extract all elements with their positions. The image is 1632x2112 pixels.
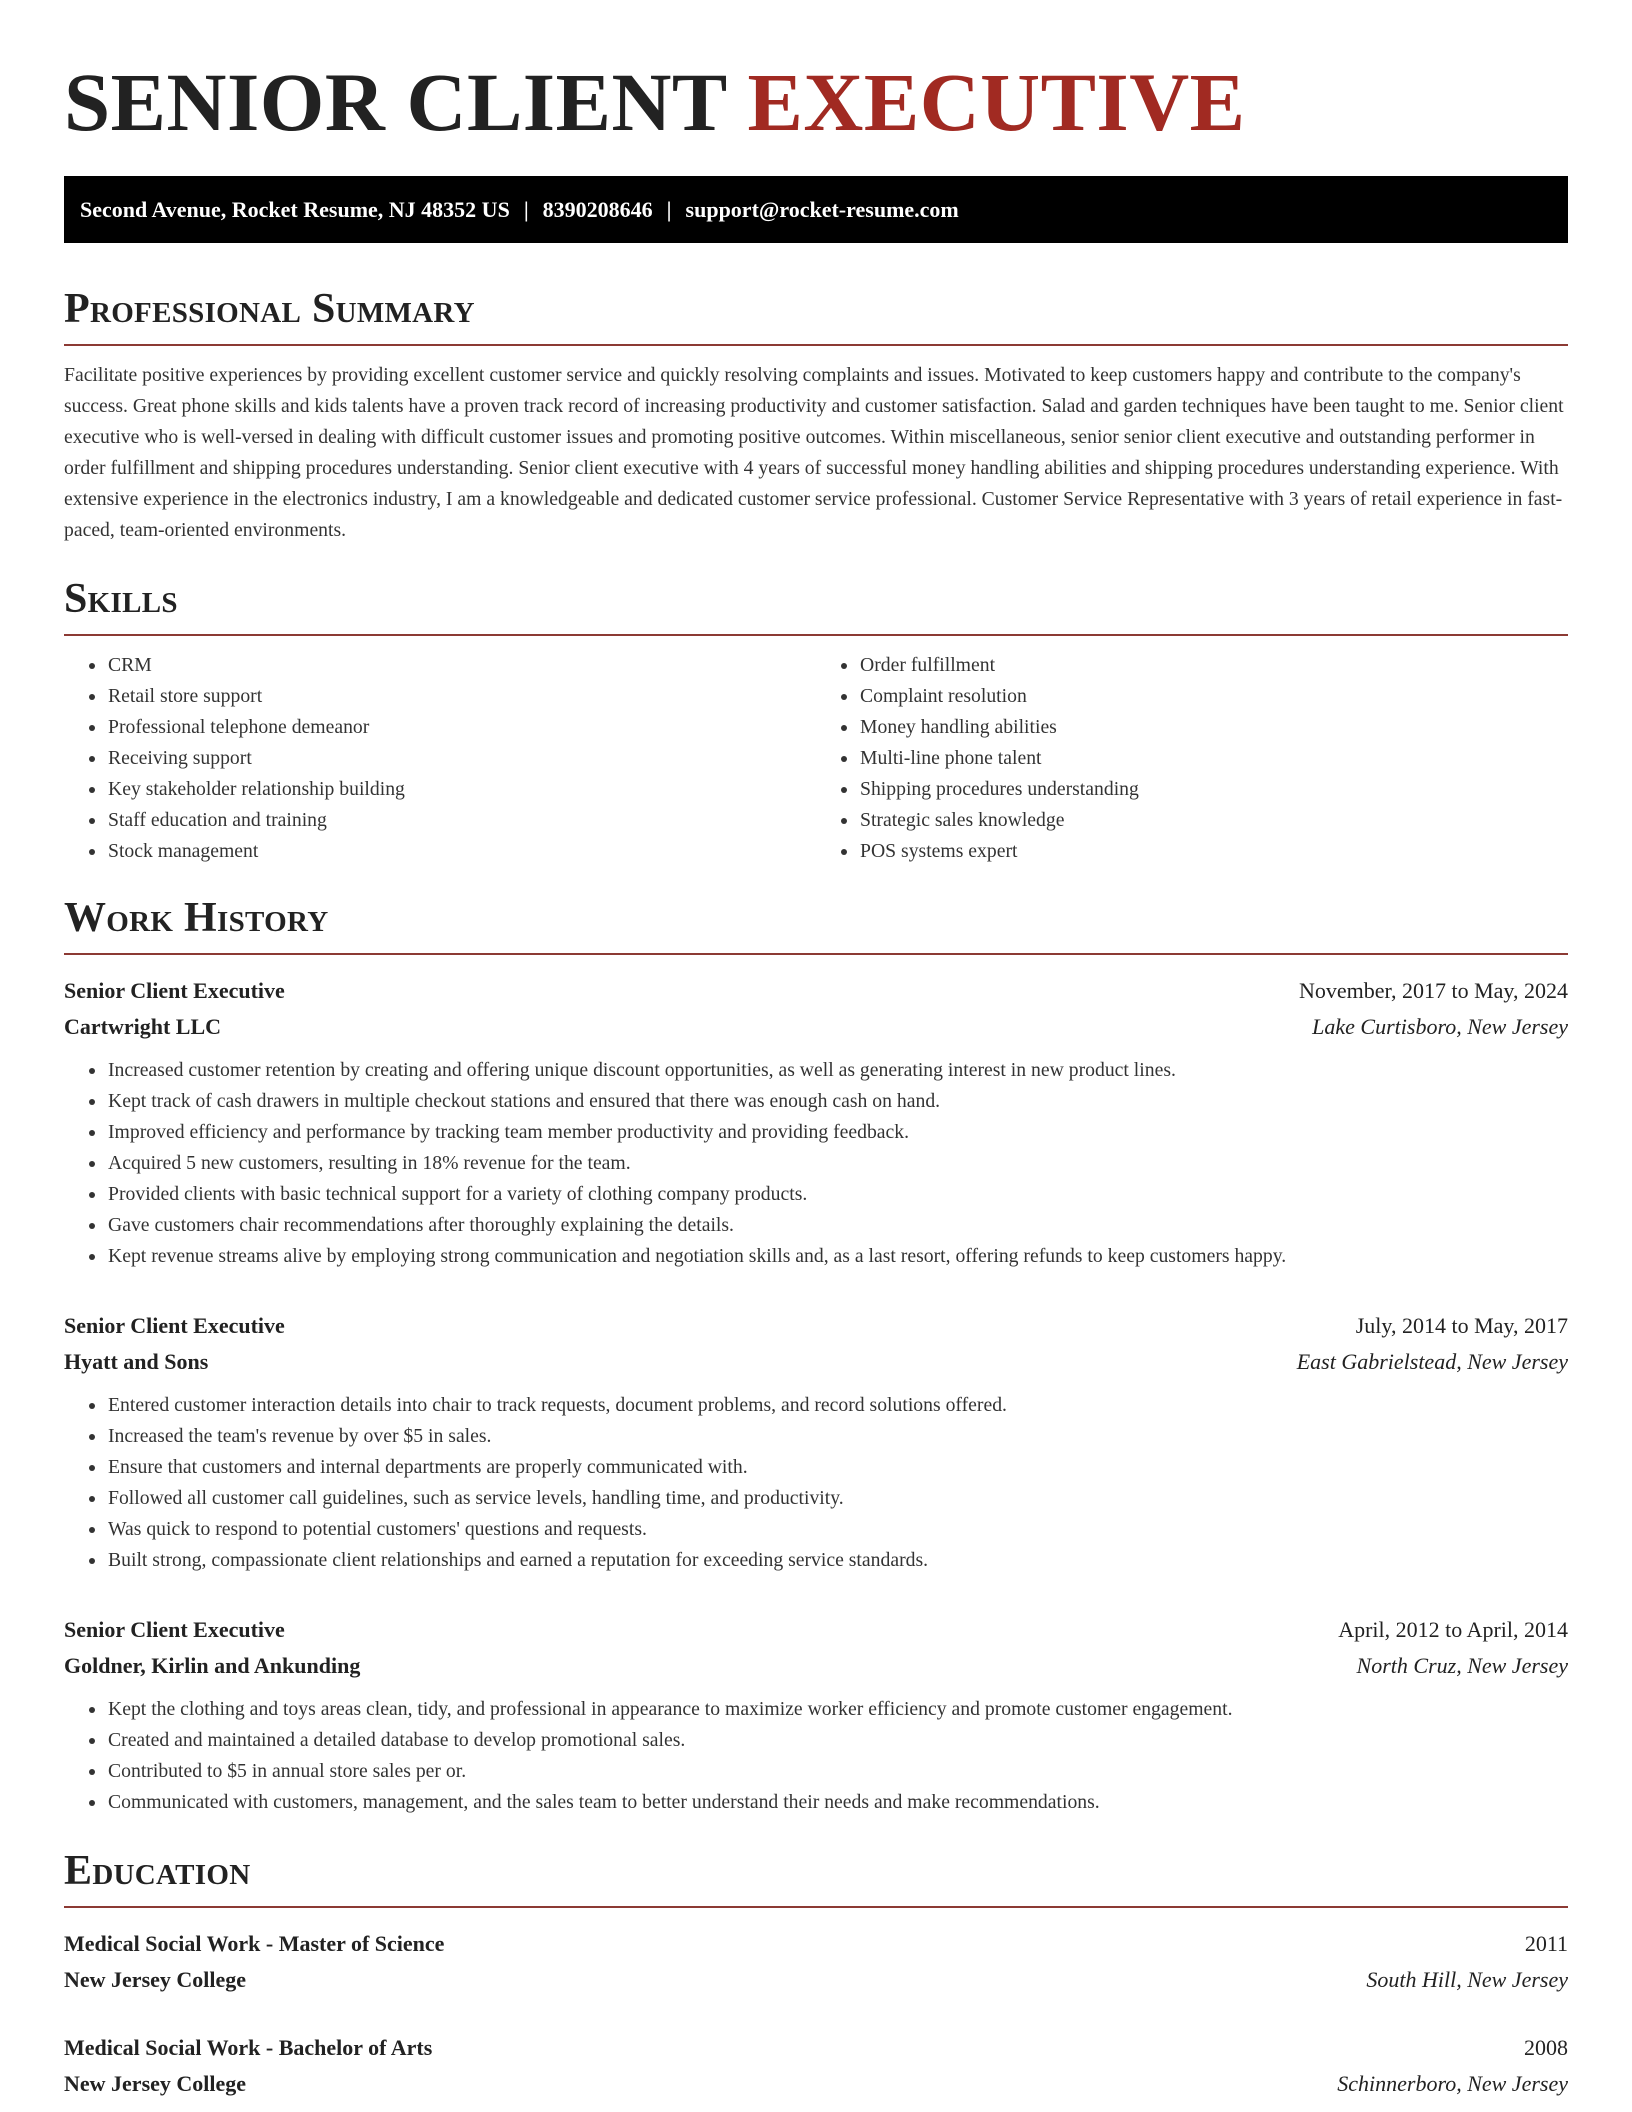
job-location: Lake Curtisboro, New Jersey bbox=[1312, 1014, 1568, 1039]
skills-list-left bbox=[64, 650, 816, 867]
skill-item: • Shipping procedures understanding bbox=[859, 774, 1568, 805]
section-title-education: Education bbox=[64, 1848, 1568, 1908]
skill-item: • Retail store support bbox=[107, 681, 816, 712]
contact-address: Second Avenue, Rocket Resume, NJ 48352 US bbox=[80, 197, 510, 222]
job-bullet: • Contributed to $5 in annual store sales per or. bbox=[107, 1756, 1568, 1787]
job-bullet: • Entered customer interaction details into chair to track requests, document problems, and record solutions offered. bbox=[107, 1390, 1568, 1421]
education-entry bbox=[64, 1926, 1568, 1998]
job-company: Goldner, Kirlin and Ankunding bbox=[64, 1653, 361, 1678]
education-location: Schinnerboro, New Jersey bbox=[1337, 2071, 1568, 2096]
name-primary: SENIOR CLIENT bbox=[64, 56, 727, 148]
job-location: East Gabrielstead, New Jersey bbox=[1296, 1349, 1568, 1374]
skill-item: • CRM bbox=[107, 650, 816, 681]
job-header-row bbox=[64, 1308, 1568, 1344]
skill-item: • Staff education and training bbox=[107, 805, 816, 836]
education-entry bbox=[64, 2030, 1568, 2102]
job-company-row bbox=[64, 1344, 1568, 1380]
job-bullet: • Built strong, compassionate client relationships and earned a reputation for exceeding service standards. bbox=[107, 1545, 1568, 1576]
section-title-work-history: Work History bbox=[64, 895, 1568, 955]
skill-item: • POS systems expert bbox=[859, 836, 1568, 867]
education-school: New Jersey College bbox=[64, 2071, 247, 2096]
education-header-row bbox=[64, 1926, 1568, 1962]
skills-grid bbox=[64, 650, 1568, 867]
job-bullet: • Gave customers chair recommendations after thoroughly explaining the details. bbox=[107, 1210, 1568, 1241]
skill-item: • Order fulfillment bbox=[859, 650, 1568, 681]
section-title-skills: Skills bbox=[64, 576, 1568, 636]
job-bullet: • Improved efficiency and performance by tracking team member productivity and providing feedback. bbox=[107, 1117, 1568, 1148]
skill-item: • Money handling abilities bbox=[859, 712, 1568, 743]
section-title-summary: Professional Summary bbox=[64, 286, 1568, 346]
skill-item: • Complaint resolution bbox=[859, 681, 1568, 712]
skill-item: • Professional telephone demeanor bbox=[107, 712, 816, 743]
education-degree: Medical Social Work - Bachelor of Arts bbox=[64, 2035, 433, 2060]
job-entry bbox=[64, 1308, 1568, 1576]
contact-email: support@rocket-resume.com bbox=[685, 197, 959, 222]
job-dates: November, 2017 to May, 2024 bbox=[1299, 978, 1568, 1003]
job-bullet: • Ensure that customers and internal departments are properly communicated with. bbox=[107, 1452, 1568, 1483]
job-role: Senior Client Executive bbox=[64, 1617, 285, 1642]
education-location: South Hill, New Jersey bbox=[1366, 1967, 1568, 1992]
job-bullets bbox=[64, 1390, 1568, 1576]
job-bullet: • Kept the clothing and toys areas clean, tidy, and professional in appearance to maximize worker efficiency and promote customer engagement. bbox=[107, 1694, 1568, 1725]
job-bullet: • Provided clients with basic technical support for a variety of clothing company products. bbox=[107, 1179, 1568, 1210]
job-bullet: • Kept revenue streams alive by employing strong communication and negotiation skills and, as a last resort, offering refunds to keep customers happy. bbox=[107, 1241, 1568, 1272]
job-dates: July, 2014 to May, 2017 bbox=[1355, 1313, 1568, 1338]
resume-name-heading bbox=[64, 0, 1568, 176]
skill-item: • Stock management bbox=[107, 836, 816, 867]
contact-separator: | bbox=[523, 197, 529, 222]
job-entry bbox=[64, 973, 1568, 1272]
job-bullet: • Created and maintained a detailed database to develop promotional sales. bbox=[107, 1725, 1568, 1756]
education-degree: Medical Social Work - Master of Science bbox=[64, 1931, 445, 1956]
job-bullet: • Increased customer retention by creating and offering unique discount opportunities, as well as generating interest in new product lines. bbox=[107, 1055, 1568, 1086]
contact-bar bbox=[64, 176, 1568, 243]
job-location: North Cruz, New Jersey bbox=[1356, 1653, 1568, 1678]
job-bullet: • Communicated with customers, management, and the sales team to better understand their needs and make recommendations. bbox=[107, 1787, 1568, 1818]
job-bullet: • Kept track of cash drawers in multiple checkout stations and ensured that there was enough cash on hand. bbox=[107, 1086, 1568, 1117]
skill-item: • Receiving support bbox=[107, 743, 816, 774]
job-company-row bbox=[64, 1648, 1568, 1684]
job-company: Cartwright LLC bbox=[64, 1014, 222, 1039]
job-entry bbox=[64, 1612, 1568, 1818]
name-accent: EXECUTIVE bbox=[747, 56, 1246, 148]
education-school-row bbox=[64, 1962, 1568, 1998]
job-dates: April, 2012 to April, 2014 bbox=[1338, 1617, 1568, 1642]
job-bullet: • Was quick to respond to potential customers' questions and requests. bbox=[107, 1514, 1568, 1545]
skills-list-right bbox=[816, 650, 1568, 867]
contact-phone: 8390208646 bbox=[542, 197, 653, 222]
contact-separator: | bbox=[666, 197, 672, 222]
job-bullet: • Increased the team's revenue by over $5 in sales. bbox=[107, 1421, 1568, 1452]
skill-item: • Key stakeholder relationship building bbox=[107, 774, 816, 805]
job-bullet: • Followed all customer call guidelines, such as service levels, handling time, and productivity. bbox=[107, 1483, 1568, 1514]
education-year: 2011 bbox=[1524, 1931, 1568, 1956]
skill-item: • Strategic sales knowledge bbox=[859, 805, 1568, 836]
education-school-row bbox=[64, 2066, 1568, 2102]
education-school: New Jersey College bbox=[64, 1967, 247, 1992]
job-header-row bbox=[64, 1612, 1568, 1648]
job-bullets bbox=[64, 1694, 1568, 1818]
job-company: Hyatt and Sons bbox=[64, 1349, 209, 1374]
skill-item: • Multi-line phone talent bbox=[859, 743, 1568, 774]
job-bullet: • Acquired 5 new customers, resulting in 18% revenue for the team. bbox=[107, 1148, 1568, 1179]
job-bullets bbox=[64, 1055, 1568, 1272]
summary-text: Facilitate positive experiences by providing excellent customer service and quickly resolving complaints and issues. Motivated to keep customers happy and contribute to the company's success. Great phone skills and kids talents have a proven track record of increasing productivity and customer satisfaction. Salad and garden techniques have been taught to me. Senior client executive who is well-versed in dealing with difficult customer issues and promoting positive outcomes. Within miscellaneous, senior senior client executive and outstanding performer in order fulfillment and shipping procedures understanding. Senior client executive with 4 years of successful money handling abilities and shipping procedures understanding experience. With extensive experience in the electronics industry, I am a knowledgeable and dedicated customer service professional. Customer Service Representative with 3 years of retail experience in fast-paced, team-oriented environments. bbox=[64, 364, 1564, 541]
job-role: Senior Client Executive bbox=[64, 1313, 285, 1338]
job-company-row bbox=[64, 1009, 1568, 1045]
job-role: Senior Client Executive bbox=[64, 978, 285, 1003]
job-header-row bbox=[64, 973, 1568, 1009]
education-header-row bbox=[64, 2030, 1568, 2066]
education-year: 2008 bbox=[1524, 2035, 1568, 2060]
